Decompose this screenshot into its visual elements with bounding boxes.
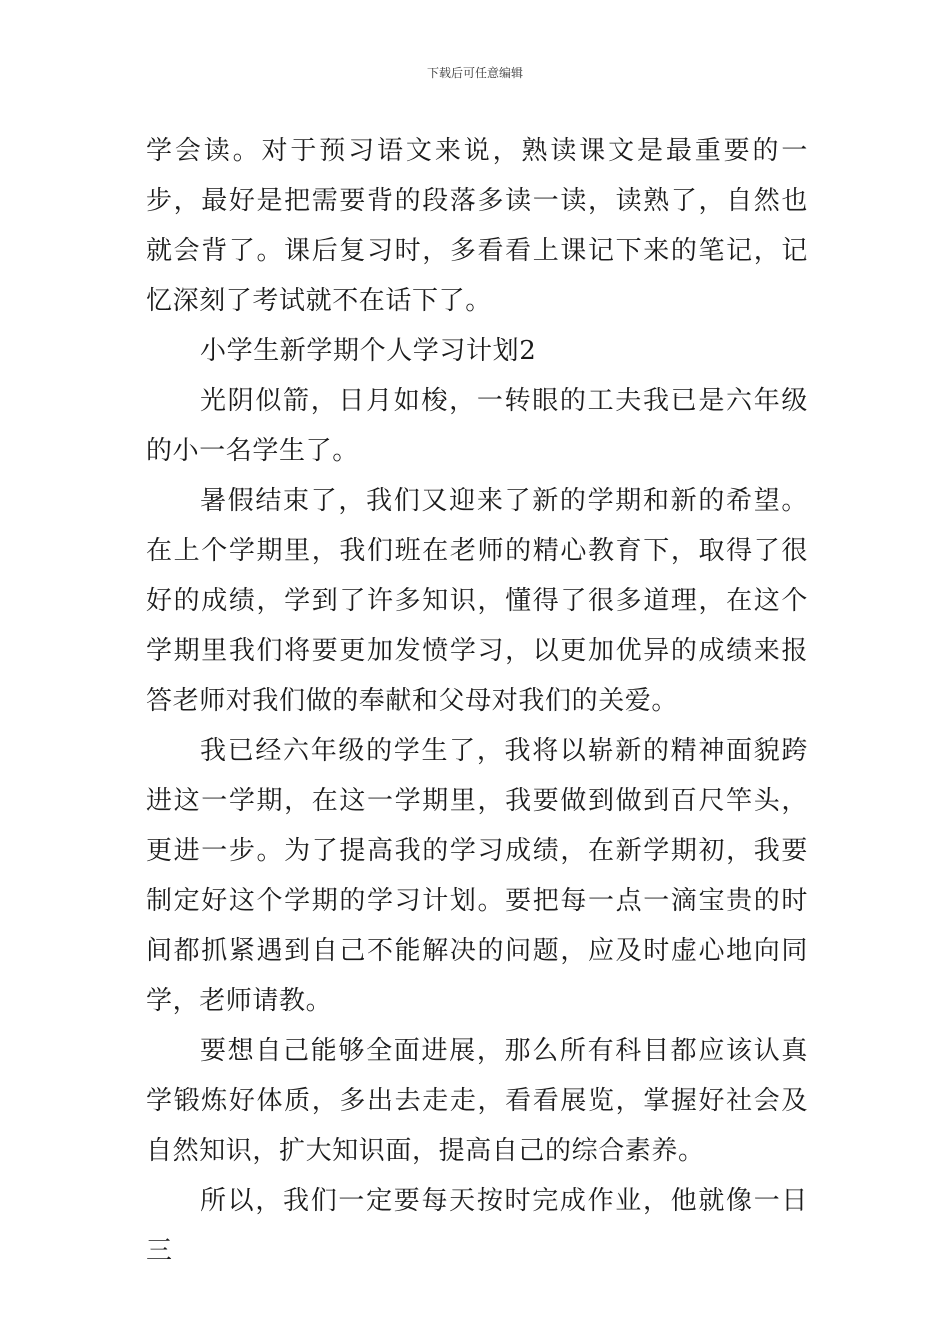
- paragraph: 要想自己能够全面进展，那么所有科目都应该认真学锻炼好体质，多出去走走，看看展览，掌握好社会及自然知识，扩大知识面，提高自己的综合素养。: [146, 1036, 808, 1166]
- page-header: 下载后可任意编辑: [426, 66, 523, 80]
- paragraph: 光阴似箭，日月如梭，一转眼的工夫我已是六年级的小一名学生了。: [146, 386, 808, 466]
- section-heading: 小学生新学期个人学习计划2: [200, 336, 537, 366]
- paragraph: 我已经六年级的学生了，我将以崭新的精神面貌跨进这一学期，在这一学期里，我要做到做到百尺竿头，更进一步。为了提高我的学习成绩，在新学期初，我要制定好这个学期的学习计划。要把每一点一滴宝贵的时间都抓紧遇到自己不能解决的问题，应及时虚心地向同学，老师请教。: [146, 736, 808, 1016]
- paragraph: 暑假结束了，我们又迎来了新的学期和新的希望。在上个学期里，我们班在老师的精心教育下，取得了很好的成绩，学到了许多知识，懂得了很多道理，在这个学期里我们将要更加发愤学习，以更加优异的成绩来报答老师对我们做的奉献和父母对我们的关爱。: [146, 486, 808, 716]
- paragraph-continued: 学会读。对于预习语文来说，熟读课文是最重要的一步，最好是把需要背的段落多读一读，读熟了，自然也就会背了。课后复习时，多看看上课记下来的笔记，记忆深刻了考试就不在话下了。: [146, 136, 808, 316]
- paragraph: 所以，我们一定要每天按时完成作业，他就像一日三: [146, 1186, 808, 1266]
- document-body: [146, 126, 808, 1276]
